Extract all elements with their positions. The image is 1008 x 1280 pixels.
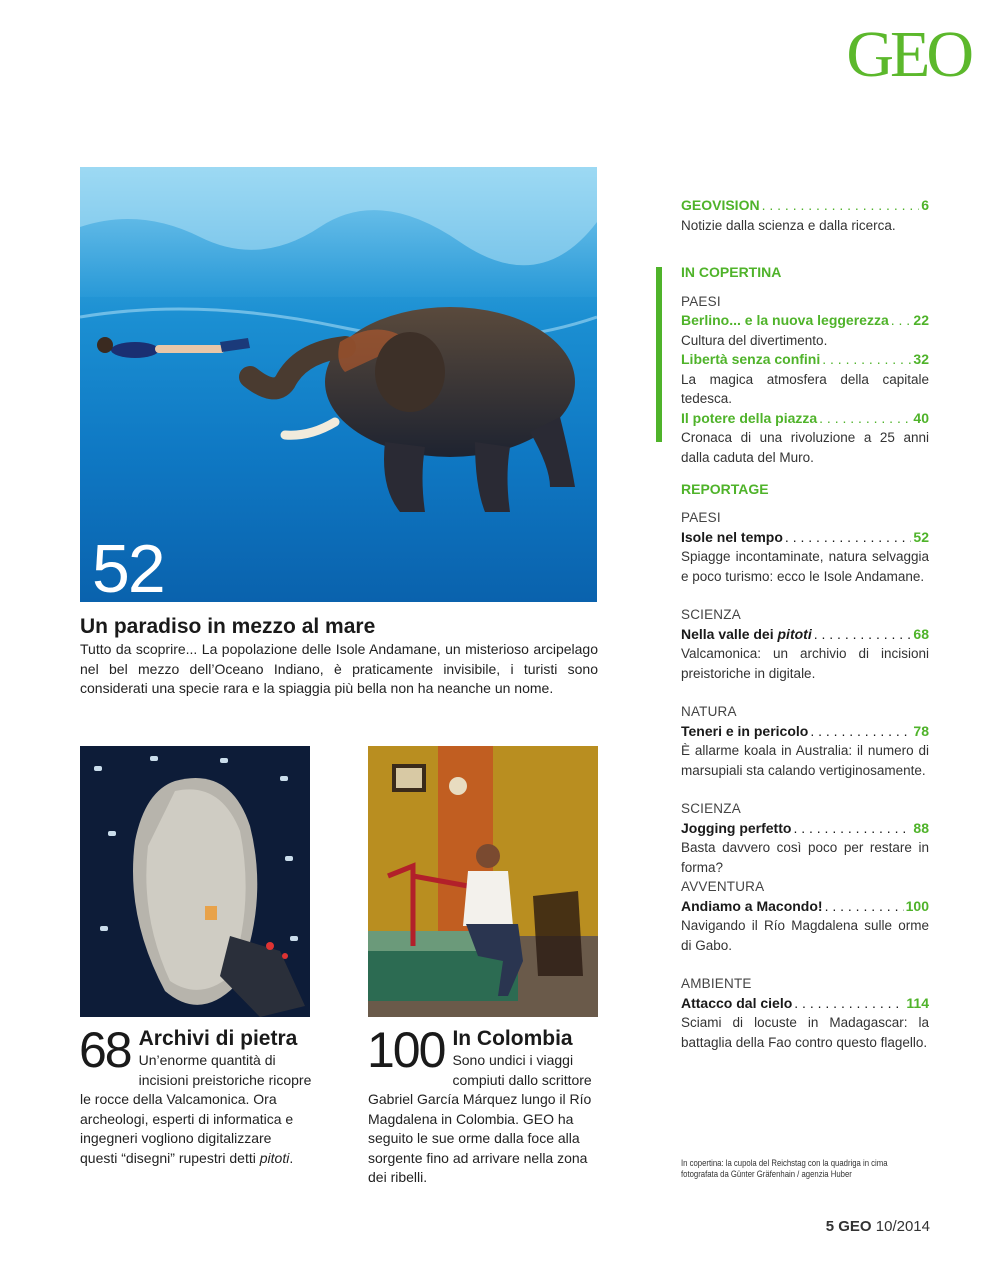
toc-desc: Navigando il Río Magdalena sulle orme di Gabo. (681, 918, 929, 953)
feature-text-italic: pitoti (259, 1149, 290, 1166)
geo-logo: GEO (846, 18, 970, 91)
toc-desc: Notizie dalla scienza e dalla ricerca. (681, 217, 896, 233)
toc-title: Attacco dal cielo (681, 994, 793, 1011)
toc-desc: La magica atmosfera della capitale tedesca. (681, 371, 929, 406)
toc-item[interactable] (681, 409, 929, 468)
toc-desc: Sciami di locuste in Madagascar: la battaglia della Fao contro questo flagello. (681, 1015, 929, 1050)
feature-text: Un’enorme quantità di incisioni preistoriche ricopre le rocce della Valcamonica. Ora archeologi, esperti di informatica e ingegneri vogliono digitalizzare questi “disegni” rupestri detti (80, 1052, 312, 1166)
toc-title: Teneri e in pericolo (681, 722, 809, 739)
toc-title: GEOVISION (681, 197, 760, 213)
photo-rock-scan (80, 746, 310, 1017)
toc-category: SCIENZA (681, 607, 741, 622)
toc-item[interactable] (681, 311, 929, 350)
folio-page: 5 (825, 1218, 835, 1235)
toc-title-italic: pitoti (777, 625, 812, 642)
rock-scan-illustration (80, 746, 310, 1017)
toc-page: 68 (913, 625, 929, 642)
toc-desc: Spiagge incontaminate, natura selvaggia e poco turismo: ecco le Isole Andamane. (681, 549, 929, 584)
feature-title: Archivi di pietra (138, 1027, 298, 1050)
toc-item[interactable] (681, 799, 929, 877)
cover-section-bar (656, 267, 662, 442)
toc-item[interactable] (681, 508, 929, 586)
feature-number: 100 (367, 1022, 445, 1078)
feature-archivi-di-pietra[interactable] (79, 1022, 312, 1168)
feature-title: In Colombia (452, 1027, 573, 1050)
toc-desc: Valcamonica: un archivio di incisioni preistoriche in digitale. (681, 646, 929, 681)
toc-geovision[interactable] (681, 196, 929, 235)
toc-desc: Basta davvero così poco per restare in forma? (681, 840, 929, 875)
hero-photo-elephant (80, 167, 597, 602)
toc-item[interactable] (681, 702, 929, 780)
hero-story-title[interactable]: Un paradiso in mezzo al mare (80, 615, 376, 638)
toc-title: Jogging perfetto (681, 819, 792, 836)
toc-category: NATURA (681, 704, 737, 719)
hero-story-text: Tutto da scoprire... La popolazione delle Isole Andamane, un misterioso arcipelago nel bel mezzo dell’Oceano Indiano, è praticamente invisibile, i turisti sono considerati una specie rara e la spiaggia più bella non ha neanche un nome. (80, 641, 598, 696)
bedroom-portrait-illustration (368, 746, 598, 1017)
toc-title: Berlino... e la nuova leggerezza (681, 312, 889, 328)
toc-page: 40 (913, 409, 929, 426)
toc-item[interactable] (681, 350, 929, 409)
toc-title: Andiamo a Macondo! (681, 897, 823, 914)
toc-item[interactable] (681, 877, 929, 955)
feature-text-end: . (289, 1149, 294, 1166)
toc-title: Libertà senza confini (681, 351, 821, 367)
toc-title: Isole nel tempo (681, 528, 783, 545)
toc-page: 32 (913, 351, 929, 367)
toc-desc: Cronaca di una rivoluzione a 25 anni dalla caduta del Muro. (681, 430, 929, 465)
feature-in-colombia[interactable] (367, 1022, 600, 1188)
toc-category: AVVENTURA (681, 879, 765, 894)
folio-brand: GEO (838, 1218, 872, 1235)
folio-issue: 10/2014 (875, 1218, 930, 1235)
folio (826, 1218, 930, 1235)
toc-item[interactable] (681, 605, 929, 683)
toc-item[interactable] (681, 974, 929, 1052)
toc-page: 100 (905, 897, 929, 914)
toc-title: Nella valle dei (681, 625, 778, 642)
toc-title: Il potere della piazza (681, 409, 818, 426)
cover-caption: In copertina: la cupola del Reichstag con la quadriga in cima fotografata da Günter Gräfenhain / agenzia Huber (681, 1158, 888, 1179)
toc-desc: Cultura del divertimento. (681, 332, 828, 348)
hero-page-number: 52 (92, 531, 164, 602)
feature-text: Sono undici i viaggi compiuti dallo scrittore Gabriel García Márquez lungo il Río Magdalena in Colombia. GEO ha seguito le sue orme dalla foce alla sorgente fino ad arrivare nella zona dei ribelli. (368, 1052, 592, 1185)
toc-category: PAESI (681, 293, 721, 309)
toc-copertina (681, 263, 929, 467)
photo-colombian-woman (368, 746, 598, 1017)
toc-desc: È allarme koala in Australia: il numero di marsupiali sta calando vertiginosamente. (681, 743, 929, 778)
toc-page: 6 (921, 197, 929, 213)
toc-page: 114 (906, 994, 929, 1011)
toc-section-heading: REPORTAGE (681, 481, 769, 497)
toc-page: 52 (913, 528, 929, 545)
toc-reportage (681, 480, 929, 500)
feature-number: 68 (79, 1022, 131, 1078)
toc-category: AMBIENTE (681, 976, 752, 991)
toc-category: SCIENZA (681, 801, 741, 816)
toc-page: 88 (913, 819, 929, 836)
toc-page: 22 (913, 312, 929, 328)
toc-section-heading: IN COPERTINA (681, 264, 782, 280)
toc-category: PAESI (681, 510, 721, 525)
toc-page: 78 (913, 722, 929, 739)
